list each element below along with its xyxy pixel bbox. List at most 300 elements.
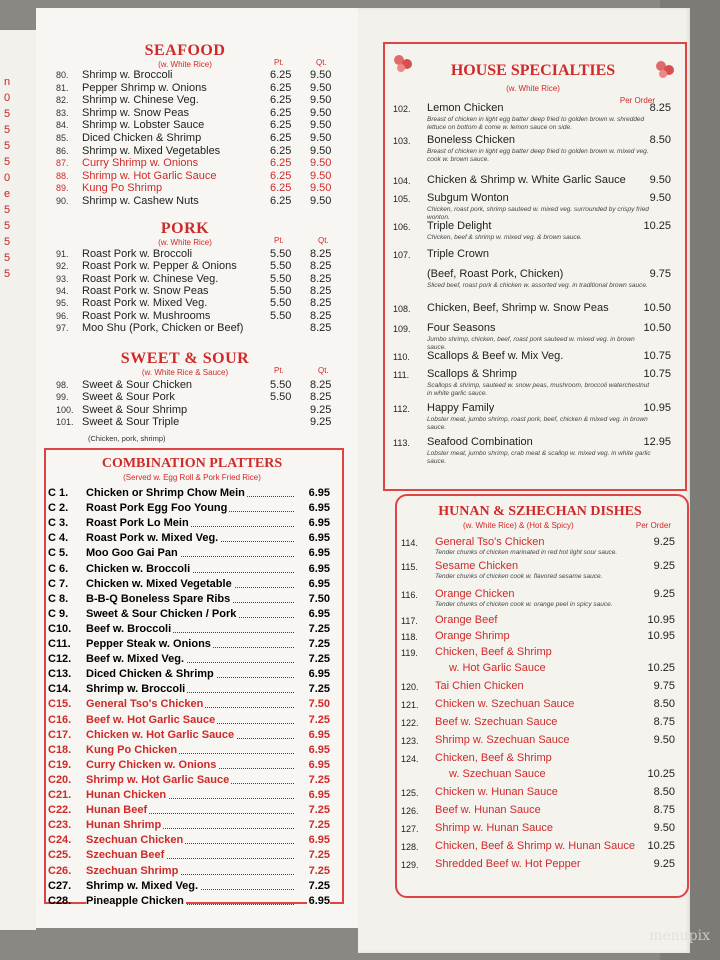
house-item-description: Breast of chicken in light egg batter deep fried to golden brown w. mixed veg. cook w. brown sauce. <box>427 148 649 163</box>
combo-name: Hunan Chicken <box>86 789 167 801</box>
hunan-item-row <box>397 698 683 712</box>
house-item-description: Sliced beef, roast pork & chicken w. assorted veg. in traditional brown sauce. <box>427 282 648 289</box>
house-item-row <box>385 402 679 432</box>
item-pint-price: 5.50 <box>270 272 292 285</box>
item-number: 88. <box>56 170 69 181</box>
sweet-sour-pt-header: Pt. <box>274 366 284 375</box>
item-quart-price: 9.50 <box>310 132 332 144</box>
hunan-item-price: 10.25 <box>647 768 675 780</box>
item-quart-price: 9.50 <box>310 157 332 170</box>
house-item-row <box>385 248 679 262</box>
combo-item-row <box>46 894 338 909</box>
house-item-row <box>385 436 679 466</box>
hunan-item-number: 119. <box>401 648 418 658</box>
house-item-price: 9.50 <box>649 192 671 204</box>
house-item-price: 10.75 <box>643 368 671 380</box>
sweet-sour-subtitle: (w. White Rice & Sauce) <box>141 368 229 377</box>
item-name: Curry Shrimp w. Onions <box>82 157 199 170</box>
item-number: 94. <box>56 285 69 296</box>
menu-item-row <box>56 415 346 429</box>
house-per-order: Per Order <box>619 96 655 105</box>
combo-item-row <box>46 848 338 863</box>
house-item-description: Lobster meat, jumbo shrimp, crab meat & scallop w. mixed veg. in white garlic sauce. <box>427 450 651 465</box>
combo-code: C 5. <box>48 547 69 560</box>
combo-name: Chicken w. Hot Garlic Sauce <box>86 728 235 741</box>
hunan-item-name: Chicken, Beef & Shrimp <box>435 646 552 658</box>
item-number: 85. <box>56 133 69 143</box>
combination-platters-box <box>44 448 344 907</box>
house-item-number: 109. <box>393 324 411 334</box>
item-quart-price: 8.25 <box>310 297 332 310</box>
hunan-item-name: Orange Chicken <box>435 588 515 600</box>
menu-item-row <box>56 321 346 335</box>
item-quart-price: 8.25 <box>310 284 332 297</box>
house-item-description: Breast of chicken in light egg batter deep fried to golden brown w. shredded lettuce on bottom & come w. lemon sauce on side. <box>427 116 645 131</box>
combo-code: C27. <box>48 879 72 892</box>
house-item-description: Chicken, beef & shrimp w. mixed veg. & brown sauce. <box>427 234 582 241</box>
house-item-description: Jumbo shrimp, chicken, beef, roast pork sauteed w. mixed veg. in brown sauce. <box>427 336 635 351</box>
hunan-item-name: w. Hot Garlic Sauce <box>449 662 546 674</box>
combo-name: Roast Pork Egg Foo Young <box>86 502 228 515</box>
house-item-row <box>385 174 679 188</box>
hunan-item-row <box>397 786 683 800</box>
house-item-price: 10.25 <box>643 220 671 232</box>
combo-item-row <box>46 773 338 788</box>
combo-code: C23. <box>48 819 72 832</box>
house-title: HOUSE SPECIALTIES <box>450 62 616 79</box>
combo-code: C22. <box>48 804 72 817</box>
hunan-item-number: 126. <box>401 806 419 816</box>
item-number: 80. <box>56 70 69 80</box>
house-item-number: 107. <box>393 250 411 260</box>
previous-page-edge <box>0 30 36 930</box>
prev-page-fragment: n <box>4 76 11 88</box>
combo-name: Chicken or Shrimp Chow Mein <box>86 487 245 499</box>
item-number: 89. <box>56 183 69 194</box>
combo-code: C12. <box>48 653 72 666</box>
house-item-row <box>385 192 679 222</box>
hunan-item-price: 10.95 <box>647 614 675 626</box>
combo-code: C15. <box>48 698 72 711</box>
combo-code: C 4. <box>48 532 69 545</box>
combo-price: 6.95 <box>308 487 330 499</box>
house-item-price: 8.25 <box>649 102 671 114</box>
house-item-price: 12.95 <box>643 436 671 448</box>
item-quart-price: 8.25 <box>310 379 332 391</box>
seafood-title: SEAFOOD <box>144 42 226 59</box>
item-quart-price: 9.50 <box>310 169 332 182</box>
hunan-subtitle: (w. White Rice) & (Hot & Spicy) <box>463 521 574 530</box>
item-number: 99. <box>56 392 69 403</box>
combo-code: C 7. <box>48 577 69 590</box>
pork-title: PORK <box>160 220 210 237</box>
combo-name: Shrimp w. Broccoli <box>86 683 186 696</box>
hunan-item-name: Chicken w. Hunan Sauce <box>435 786 558 798</box>
item-quart-price: 9.50 <box>310 69 332 81</box>
prev-page-fragment: e <box>4 188 11 200</box>
house-specialties-box <box>383 42 687 491</box>
hunan-item-number: 120. <box>401 682 419 692</box>
combo-name: Pineapple Chicken <box>86 894 184 907</box>
hunan-item-name: Shredded Beef w. Hot Pepper <box>435 858 581 870</box>
hunan-item-price: 8.50 <box>653 698 675 710</box>
house-item-name: Chicken & Shrimp w. White Garlic Sauce <box>427 174 626 186</box>
combo-name: Shrimp w. Hot Garlic Sauce <box>86 773 230 786</box>
hunan-item-row <box>397 614 683 628</box>
hunan-item-price: 9.25 <box>653 588 675 600</box>
hunan-item-row <box>397 840 683 854</box>
item-quart-price: 9.50 <box>310 106 332 119</box>
item-pint-price: 6.25 <box>270 132 292 144</box>
item-pint-price: 6.25 <box>270 169 292 182</box>
house-item-number: 104. <box>393 176 411 186</box>
house-item-name: Subgum Wonton <box>427 192 509 204</box>
hunan-item-name: Chicken, Beef & Shrimp w. Hunan Sauce <box>435 840 635 852</box>
combo-code: C 8. <box>48 592 69 605</box>
combo-name: Beef w. Mixed Veg. <box>86 653 185 666</box>
item-name: Shrimp w. Snow Peas <box>82 106 189 119</box>
item-name: Sweet & Sour Shrimp <box>82 403 188 416</box>
combo-item-row <box>46 622 338 637</box>
combo-name: Chicken w. Mixed Vegetable <box>86 577 232 590</box>
combo-item-row <box>46 879 338 894</box>
house-item-row <box>385 322 679 352</box>
hunan-item-number: 127. <box>401 824 419 834</box>
hunan-item-price: 9.25 <box>653 536 675 548</box>
combo-name: Moo Goo Gai Pan <box>86 547 178 560</box>
prev-page-fragment: 0 <box>4 172 11 184</box>
house-item-price: 10.95 <box>643 402 671 414</box>
combo-code: C13. <box>48 668 72 681</box>
combo-subtitle: (Served w. Egg Roll & Pork Fried Rice) <box>123 473 261 482</box>
combo-price: 6.95 <box>308 517 330 530</box>
house-item-price: 9.75 <box>649 268 671 280</box>
combo-item-row <box>46 486 338 501</box>
hunan-item-row <box>397 662 683 676</box>
hunan-item-name: Chicken, Beef & Shrimp <box>435 752 552 764</box>
combo-price: 6.95 <box>308 743 330 756</box>
sweet-sour-qt-header: Qt. <box>318 366 329 375</box>
item-pint-price: 6.25 <box>270 119 292 132</box>
combo-price: 7.25 <box>308 819 330 832</box>
house-item-name: Lemon Chicken <box>427 102 504 114</box>
combo-title: COMBINATION PLATTERS <box>101 456 283 471</box>
combo-code: C18. <box>48 743 72 756</box>
combo-code: C16. <box>48 713 72 726</box>
combo-price: 7.25 <box>308 683 330 696</box>
combo-item-row <box>46 577 338 592</box>
combo-name: Roast Pork w. Mixed Veg. <box>86 532 219 545</box>
item-quart-price: 8.25 <box>310 260 332 273</box>
item-number: 84. <box>56 120 69 131</box>
combo-price: 7.25 <box>308 622 330 635</box>
hunan-item-row <box>397 630 683 644</box>
combo-price: 7.25 <box>308 638 330 650</box>
item-name: Kung Po Shrimp <box>82 182 163 195</box>
house-item-row <box>385 102 679 132</box>
house-item-number: 103. <box>393 136 411 146</box>
combo-name: General Tso's Chicken <box>86 698 204 711</box>
hunan-item-price: 10.95 <box>647 630 675 642</box>
combo-price: 6.95 <box>308 562 330 575</box>
hunan-item-number: 114. <box>401 538 418 548</box>
item-number: 87. <box>56 158 69 169</box>
item-quart-price: 8.25 <box>310 391 332 404</box>
combo-item-row <box>46 818 338 833</box>
item-number: 96. <box>56 310 69 321</box>
house-item-row <box>385 268 679 298</box>
combo-price: 7.25 <box>308 849 330 862</box>
house-item-number: 102. <box>393 104 411 114</box>
house-item-price: 9.50 <box>649 174 671 186</box>
combo-price: 7.50 <box>308 698 330 711</box>
combo-code: C24. <box>48 834 72 847</box>
house-item-description: Lobster meat, jumbo shrimp, roast pork, beef, chicken & mixed veg. in brown sauce. <box>427 416 648 431</box>
combo-code: C25. <box>48 849 72 862</box>
combo-item-row <box>46 803 338 818</box>
prev-page-fragment: 5 <box>4 204 11 216</box>
house-item-name: Happy Family <box>427 402 495 414</box>
house-item-number: 106. <box>393 222 411 232</box>
combo-item-row <box>46 864 338 879</box>
house-item-row <box>385 302 679 316</box>
hunan-item-number: 115. <box>401 562 418 572</box>
house-item-number: 111. <box>393 370 410 380</box>
house-item-name: Triple Delight <box>427 220 492 232</box>
combo-price: 6.95 <box>308 834 330 847</box>
item-number: 95. <box>56 298 69 309</box>
hunan-item-name: Shrimp w. Szechuan Sauce <box>435 734 570 746</box>
item-pint-price: 6.25 <box>270 106 292 119</box>
house-item-name: Scallops & Shrimp <box>427 368 517 380</box>
combo-item-row <box>46 758 338 773</box>
item-quart-price: 9.50 <box>310 94 332 107</box>
hunan-item-price: 9.25 <box>653 858 675 870</box>
hunan-item-price: 9.25 <box>653 560 675 572</box>
item-name: Pepper Shrimp w. Onions <box>82 81 207 94</box>
item-quart-price: 8.25 <box>310 248 332 260</box>
house-item-description: Chicken, roast pork, shrimp sauteed w. mixed veg. surrounded by crispy fried wonton. <box>427 206 649 221</box>
item-quart-price: 9.25 <box>310 403 332 416</box>
hunan-item-number: 121. <box>401 700 419 710</box>
item-number: 100. <box>56 404 74 415</box>
combo-price: 6.95 <box>308 607 330 620</box>
hunan-item-row <box>397 646 683 660</box>
prev-page-fragment: 5 <box>4 156 11 168</box>
combo-code: C21. <box>48 789 72 801</box>
hunan-item-row <box>397 536 683 560</box>
house-item-number: 108. <box>393 304 411 314</box>
prev-page-fragment: 5 <box>4 108 11 120</box>
hunan-item-number: 124. <box>401 754 419 764</box>
item-name: Roast Pork w. Chinese Veg. <box>82 272 219 285</box>
hunan-item-price: 8.50 <box>653 786 675 798</box>
house-item-number: 112. <box>393 404 410 414</box>
combo-code: C 6. <box>48 562 69 575</box>
combo-name: Hunan Shrimp <box>86 819 162 832</box>
hunan-item-number: 128. <box>401 842 419 852</box>
hunan-item-row <box>397 822 683 836</box>
hunan-item-price: 9.50 <box>653 734 675 746</box>
combo-item-row <box>46 652 338 667</box>
house-item-name: Chicken, Beef, Shrimp w. Snow Peas <box>427 302 609 314</box>
combo-name: B-B-Q Boneless Spare Ribs <box>86 592 231 605</box>
item-number: 97. <box>56 322 69 333</box>
combo-code: C26. <box>48 864 72 877</box>
item-number: 83. <box>56 107 69 118</box>
combo-price: 7.25 <box>308 713 330 726</box>
item-name: Roast Pork w. Mixed Veg. <box>82 297 208 310</box>
hunan-item-row <box>397 588 683 612</box>
menupix-watermark: menupix <box>649 928 710 944</box>
combo-item-row <box>46 562 338 577</box>
item-pint-price: 6.25 <box>270 81 292 94</box>
item-name: Shrimp w. Chinese Veg. <box>82 94 199 107</box>
seafood-subtitle: (w. White Rice) <box>158 60 212 69</box>
combo-item-row <box>46 531 338 546</box>
item-pint-price: 6.25 <box>270 157 292 170</box>
house-item-row <box>385 134 679 164</box>
hunan-item-row <box>397 858 683 872</box>
hunan-item-number: 116. <box>401 590 418 600</box>
hunan-item-name: Beef w. Szechuan Sauce <box>435 716 558 728</box>
combo-item-row <box>46 697 338 712</box>
combo-name: Chicken w. Broccoli <box>86 562 191 575</box>
combo-item-row <box>46 637 338 652</box>
hunan-item-description: Tender chunks of chicken marinated in red hot light sour sauce. <box>435 549 618 556</box>
combo-price: 6.95 <box>308 894 330 907</box>
item-pint-price: 5.50 <box>270 297 292 310</box>
item-pint-price: 6.25 <box>270 69 292 81</box>
pork-qt-header: Qt. <box>318 236 329 245</box>
hunan-item-name: Sesame Chicken <box>435 560 519 572</box>
item-name: Roast Pork w. Pepper & Onions <box>82 260 237 273</box>
house-item-name: Four Seasons <box>427 322 496 334</box>
item-pint-price: 5.50 <box>270 248 292 260</box>
combo-name: Sweet & Sour Chicken / Pork <box>86 607 237 620</box>
house-item-name: (Beef, Roast Pork, Chicken) <box>427 268 564 280</box>
item-quart-price: 8.25 <box>310 272 332 285</box>
sweet-sour-triple-note: (Chicken, pork, shrimp) <box>88 434 166 443</box>
combo-name: Curry Chicken w. Onions <box>86 758 217 771</box>
hunan-item-price: 8.75 <box>653 804 675 816</box>
hunan-item-price: 9.50 <box>653 822 675 834</box>
pork-subtitle: (w. White Rice) <box>158 238 212 247</box>
menu-item-row <box>56 194 346 208</box>
combo-item-row <box>46 743 338 758</box>
item-name: Roast Pork w. Mushrooms <box>82 309 211 322</box>
hunan-item-price: 10.25 <box>647 662 675 674</box>
hunan-item-number: 125. <box>401 788 419 798</box>
prev-page-fragment: 5 <box>4 124 11 136</box>
hunan-item-number: 122. <box>401 718 419 728</box>
item-pint-price: 6.25 <box>270 182 292 195</box>
combo-price: 7.25 <box>308 879 330 892</box>
house-item-number: 110. <box>393 352 410 362</box>
hunan-item-number: 117. <box>401 616 418 626</box>
combo-price: 6.95 <box>308 532 330 545</box>
item-number: 98. <box>56 380 69 390</box>
pork-pt-header: Pt. <box>274 236 284 245</box>
house-item-name: Triple Crown <box>427 248 489 260</box>
combo-item-row <box>46 501 338 516</box>
item-name: Shrimp w. Lobster Sauce <box>82 119 205 132</box>
house-item-row <box>385 350 679 364</box>
item-name: Roast Pork w. Snow Peas <box>82 284 209 297</box>
combo-price: 6.95 <box>308 547 330 560</box>
combo-name: Beef w. Broccoli <box>86 622 172 635</box>
combo-name: Diced Chicken & Shrimp <box>86 668 214 681</box>
combo-item-row <box>46 607 338 622</box>
item-pint-price: 5.50 <box>270 260 292 273</box>
item-number: 101. <box>56 416 74 427</box>
hunan-title: HUNAN & SZHECHAN DISHES <box>438 504 642 519</box>
item-name: Sweet & Sour Chicken <box>82 379 193 391</box>
house-item-price: 10.75 <box>643 350 671 362</box>
item-name: Diced Chicken & Shrimp <box>82 132 202 144</box>
item-number: 93. <box>56 273 69 284</box>
hunan-item-name: General Tso's Chicken <box>435 536 545 548</box>
hunan-item-row <box>397 768 683 782</box>
combo-price: 6.95 <box>308 789 330 801</box>
combo-price: 6.95 <box>308 502 330 515</box>
hunan-item-row <box>397 804 683 818</box>
combo-item-row <box>46 788 338 803</box>
item-name: Shrimp w. Cashew Nuts <box>82 195 199 207</box>
flower-ornament-right <box>653 58 679 80</box>
house-item-number: 113. <box>393 438 410 448</box>
combo-code: C 2. <box>48 502 69 515</box>
combo-item-row <box>46 713 338 728</box>
combo-code: C10. <box>48 622 72 635</box>
hunan-item-price: 8.75 <box>653 716 675 728</box>
sweet-sour-title: SWEET & SOUR <box>120 350 250 367</box>
combo-name: Shrimp w. Mixed Veg. <box>86 879 199 892</box>
item-quart-price: 9.50 <box>310 144 332 157</box>
combo-price: 7.50 <box>308 592 330 605</box>
item-name: Moo Shu (Pork, Chicken or Beef) <box>82 321 244 334</box>
item-quart-price: 9.50 <box>310 182 332 195</box>
item-name: Shrimp w. Broccoli <box>82 69 173 81</box>
item-quart-price: 9.50 <box>310 81 332 94</box>
house-item-name: Boneless Chicken <box>427 134 516 146</box>
combo-price: 6.95 <box>308 577 330 590</box>
item-quart-price: 9.25 <box>310 415 332 428</box>
house-item-name: Seafood Combination <box>427 436 533 448</box>
hunan-item-row <box>397 716 683 730</box>
combo-name: Szechuan Chicken <box>86 834 184 847</box>
combo-item-row <box>46 833 338 848</box>
house-subtitle: (w. White Rice) <box>506 84 560 93</box>
combo-item-row <box>46 667 338 682</box>
combo-code: C17. <box>48 728 72 741</box>
prev-page-fragment: 0 <box>4 92 11 104</box>
item-name: Shrimp w. Mixed Vegetables <box>82 144 221 157</box>
item-number: 81. <box>56 82 69 93</box>
hunan-item-row <box>397 752 683 766</box>
combo-name: Szechuan Shrimp <box>86 864 179 877</box>
prev-page-fragment: 5 <box>4 252 11 264</box>
combo-price: 6.95 <box>308 668 330 681</box>
combo-code: C 3. <box>48 517 69 530</box>
hunan-szechuan-box <box>395 494 689 898</box>
item-name: Sweet & Sour Triple <box>82 415 180 428</box>
hunan-item-price: 10.25 <box>647 840 675 852</box>
item-pint-price: 6.25 <box>270 94 292 107</box>
item-quart-price: 8.25 <box>310 321 332 334</box>
combo-price: 7.25 <box>308 864 330 877</box>
combo-price: 6.95 <box>308 758 330 771</box>
